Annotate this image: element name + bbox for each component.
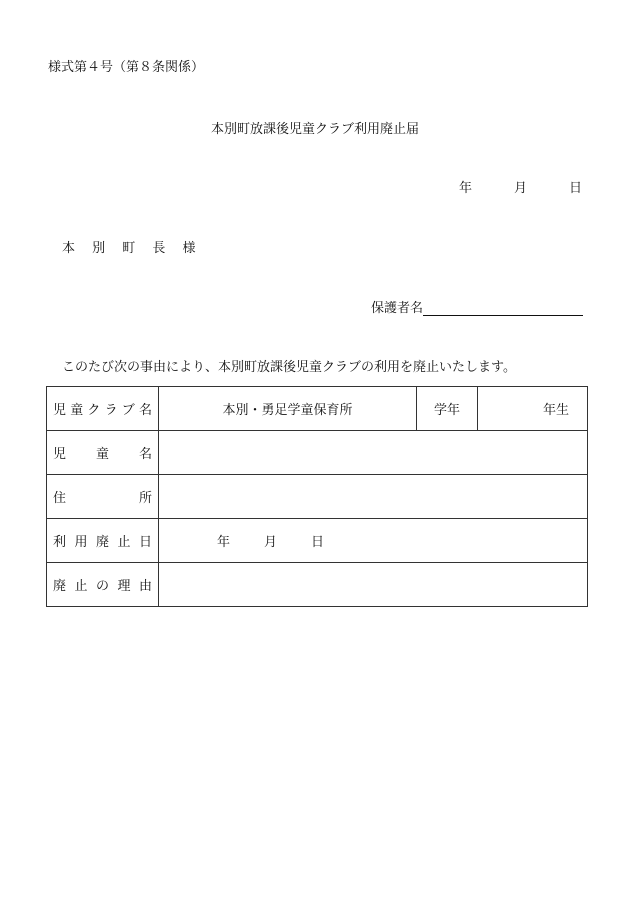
table-row-address xyxy=(47,475,588,519)
guardian-name-line[interactable] xyxy=(423,301,583,316)
table-row-reason xyxy=(47,563,588,607)
table-row-club xyxy=(47,387,588,431)
guardian-name-label: 保護者名 xyxy=(370,301,423,316)
club-value: 本別・勇足学童保育所 xyxy=(159,387,417,431)
statement: このたび次の事由により、本別町放課後児童クラブの利用を廃止いたします。 xyxy=(62,360,516,375)
end-date-label: 利用廃止日 xyxy=(47,519,159,563)
table-row-child xyxy=(47,431,588,475)
address-label: 住所 xyxy=(47,475,159,519)
addressee: 本 別 町 長 様 xyxy=(62,241,203,256)
club-label: 児童クラブ名 xyxy=(47,387,159,431)
address-value[interactable] xyxy=(159,475,588,519)
end-date-year: 年 xyxy=(217,535,231,550)
table-row-end-date xyxy=(47,519,588,563)
submission-date xyxy=(459,177,582,196)
form-table xyxy=(46,386,588,607)
end-date-day: 日 xyxy=(311,535,325,550)
end-date-month: 月 xyxy=(264,535,278,550)
form-number: 様式第４号（第８条関係） xyxy=(48,60,205,75)
guardian-name-field xyxy=(371,297,583,316)
child-name-value[interactable] xyxy=(159,431,588,475)
child-name-label: 児童名 xyxy=(47,431,159,475)
date-day-label: 日 xyxy=(568,181,582,196)
end-date-value[interactable] xyxy=(159,519,588,563)
date-month-label: 月 xyxy=(513,181,527,196)
reason-label: 廃止の理由 xyxy=(47,563,159,607)
grade-value[interactable]: 年生 xyxy=(478,387,588,431)
date-year-label: 年 xyxy=(458,181,472,196)
grade-label: 学年 xyxy=(417,387,478,431)
reason-value[interactable] xyxy=(159,563,588,607)
document-title: 本別町放課後児童クラブ利用廃止届 xyxy=(210,122,419,137)
